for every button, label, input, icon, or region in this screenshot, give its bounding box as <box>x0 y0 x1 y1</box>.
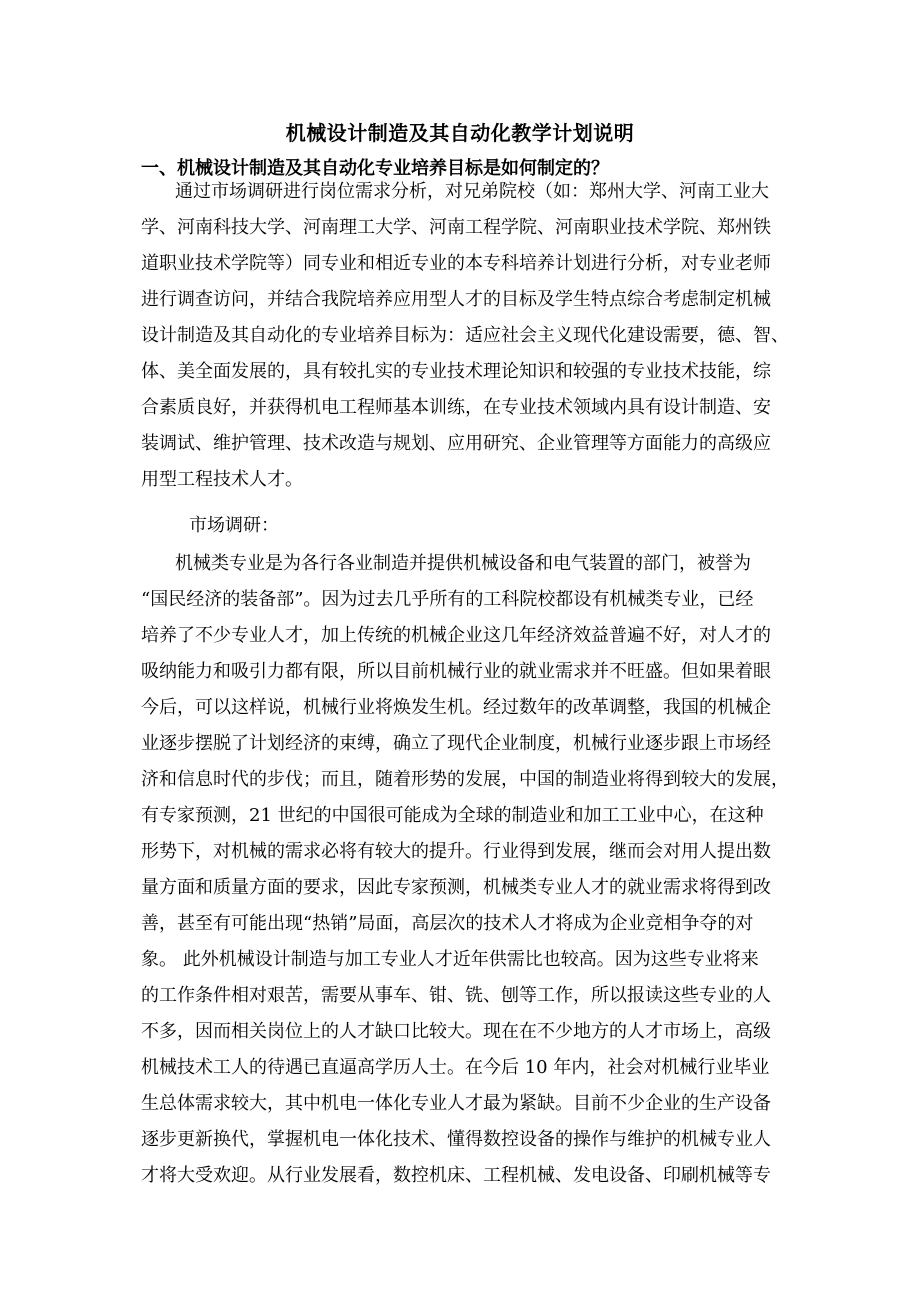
paragraph-line: 生总体需求较大，其中机电一体化专业人才最为紧缺。目前不少企业的生产设备 <box>141 1093 771 1114</box>
paragraph-line: “国民经济的装备部”。因为过去几乎所有的工科院校都设有机械类专业，已经 <box>141 589 754 610</box>
paragraph-line: 济和信息时代的步伐；而且，随着形势的发展，中国的制造业将得到较大的发展， <box>141 769 789 790</box>
document-title: 机械设计制造及其自动化教学计划说明 <box>285 121 635 145</box>
paragraph-line: 培养了不少专业人才，加上传统的机械企业这几年经济效益普遍不好，对人才的 <box>141 625 771 646</box>
paragraph-line: 有专家预测，21 世纪的中国很可能成为全球的制造业和加工工业中心，在这种 <box>141 805 764 826</box>
paragraph-line: 通过市场调研进行岗位需求分析，对兄弟院校（如：郑州大学、河南工业大 <box>175 181 769 202</box>
paragraph-line: 吸纳能力和吸引力都有限，所以目前机械行业的就业需求并不旺盛。但如果着眼 <box>141 661 771 682</box>
section-heading: 一、机械设计制造及其自动化专业培养目标是如何制定的？ <box>141 158 609 179</box>
paragraph-line: 装调试、维护管理、技术改造与规划、应用研究、企业管理等方面能力的高级应 <box>141 433 771 454</box>
paragraph-line: 形势下，对机械的需求必将有较大的提升。行业得到发展，继而会对用人提出数 <box>141 841 771 862</box>
paragraph-line: 不多，因而相关岗位上的人才缺口比较大。现在在不少地方的人才市场上，高级 <box>141 1021 771 1042</box>
paragraph-line: 学、河南科技大学、河南理工大学、河南工程学院、河南职业技术学院、郑州铁 <box>141 217 771 238</box>
paragraph-line: 机械技术工人的待遇已直逼高学历人士。在今后 10 年内，社会对机械行业毕业 <box>141 1057 770 1078</box>
paragraph-line: 设计制造及其自动化的专业培养目标为：适应社会主义现代化建设需要，德、智、 <box>141 325 789 346</box>
market-research-label: 市场调研： <box>189 515 279 536</box>
paragraph-line: 的工作条件相对艰苦，需要从事车、钳、铣、刨等工作，所以报读这些专业的人 <box>141 985 771 1006</box>
paragraph-line: 体、美全面发展的，具有较扎实的专业技术理论知识和较强的专业技术技能，综 <box>141 361 771 382</box>
paragraph-line: 善，甚至有可能出现“热销”局面，高层次的技术人才将成为企业竞相争夺的对 <box>141 913 754 934</box>
paragraph-line: 象。 此外机械设计制造与加工专业人才近年供需比也较高。因为这些专业将来 <box>141 949 759 970</box>
paragraph-line: 逐步更新换代，掌握机电一体化技术、懂得数控设备的操作与维护的机械专业人 <box>141 1129 771 1150</box>
paragraph-line: 今后，可以这样说，机械行业将焕发生机。经过数年的改革调整，我国的机械企 <box>141 697 771 718</box>
paragraph-line: 用型工程技术人才。 <box>141 469 303 490</box>
paragraph-line: 量方面和质量方面的要求，因此专家预测，机械类专业人才的就业需求将得到改 <box>141 877 771 898</box>
paragraph-line: 业逐步摆脱了计划经济的束缚，确立了现代企业制度，机械行业逐步跟上市场经 <box>141 733 771 754</box>
paragraph-line: 机械类专业是为各行各业制造并提供机械设备和电气装置的部门，被誉为 <box>175 553 751 574</box>
paragraph-line: 合素质良好，并获得机电工程师基本训练，在专业技术领域内具有设计制造、安 <box>141 397 771 418</box>
paragraph-line: 才将大受欢迎。从行业发展看，数控机床、工程机械、发电设备、印刷机械等专 <box>141 1165 771 1186</box>
paragraph-line: 进行调查访问，并结合我院培养应用型人才的目标及学生特点综合考虑制定机械 <box>141 289 771 310</box>
paragraph-line: 道职业技术学院等）同专业和相近专业的本专科培养计划进行分析，对专业老师 <box>141 253 771 274</box>
